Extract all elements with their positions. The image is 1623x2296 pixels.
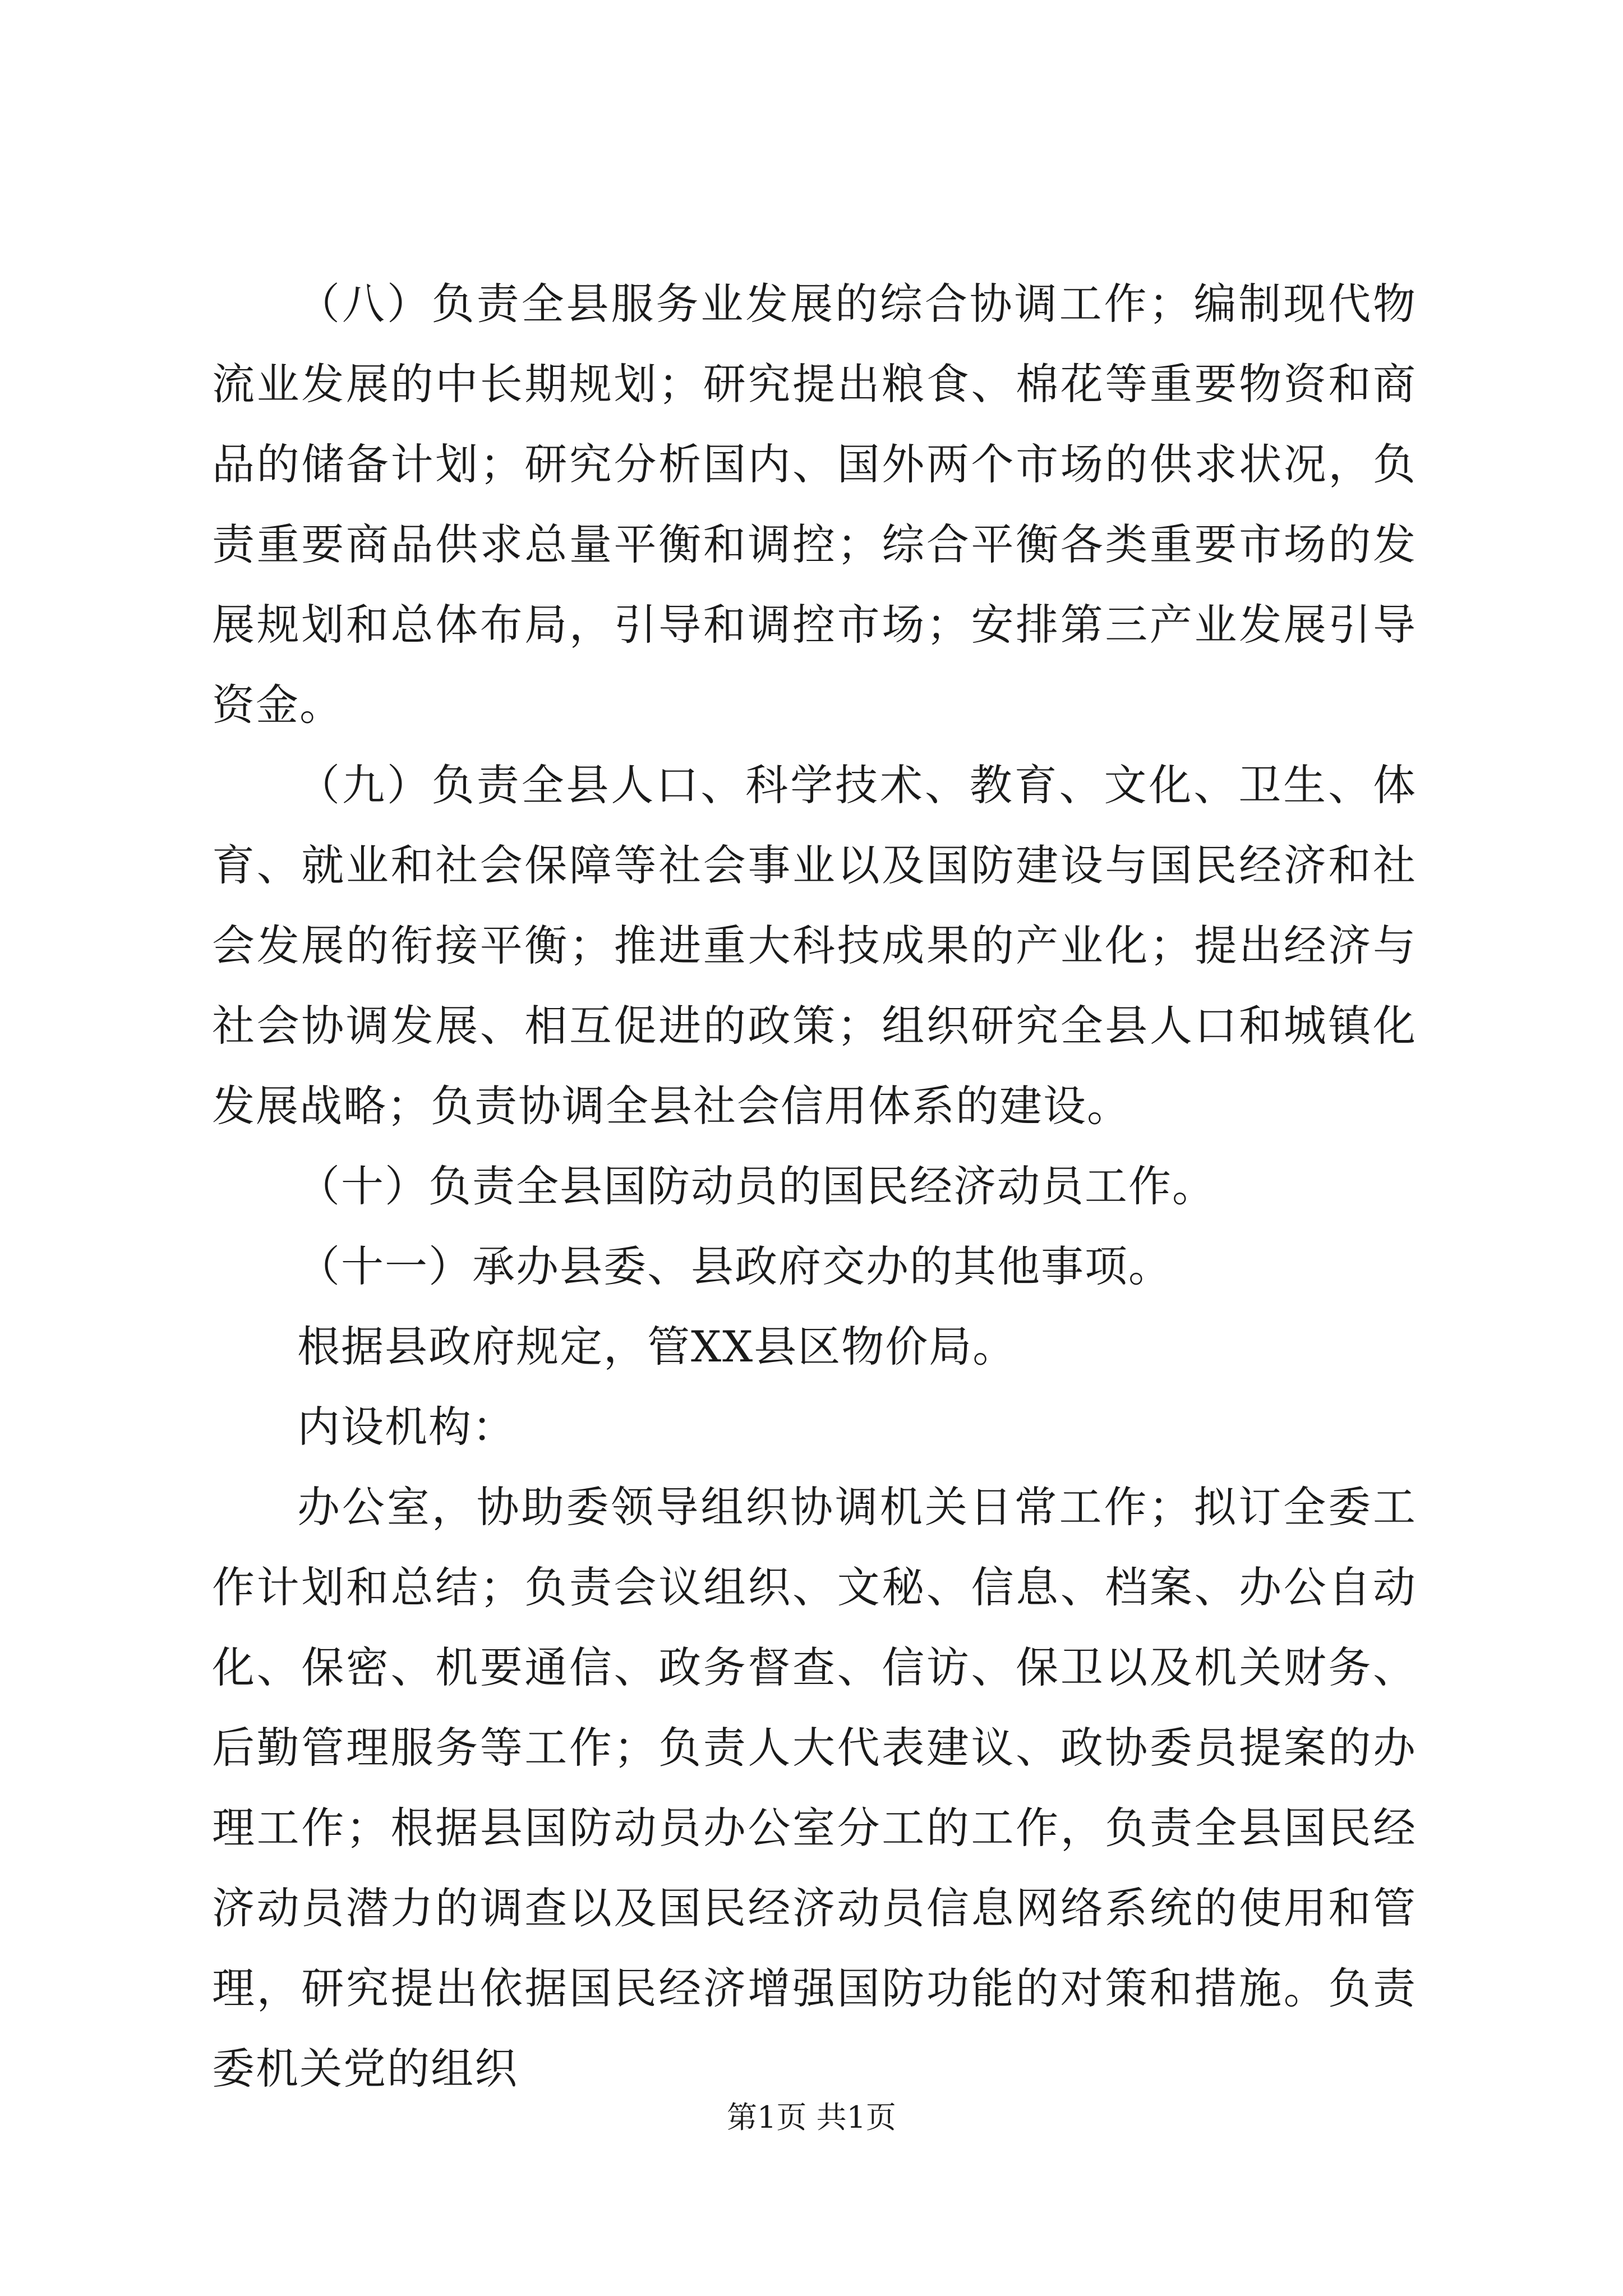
document-body — [212, 264, 1417, 2109]
paragraph-11: （十一）承办县委、县政府交办的其他事项。 — [297, 1241, 1172, 1291]
paragraph-price-bureau: 根据县政府规定，管XX县区物价局。 — [297, 1322, 1017, 1372]
paragraph-9: （九）负责全县人口、科学技术、教育、文化、卫生、体育、就业和社会保障等社会事业以及国防建设与国民经济和社会发展的衔接平衡；推进重大科技成果的产业化；提出经济与社会协调发展、相互促进的政策；组织研究全县人口和城镇化发展战略；负责协调全县社会信用体系的建设。 — [212, 760, 1417, 1131]
paragraph-8: （八）负责全县服务业发展的综合协调工作；编制现代物流业发展的中长期规划；研究提出粮食、棉花等重要物资和商品的储备计划；研究分析国内、国外两个市场的供求状况，负责重要商品供求总量平衡和调控；综合平衡各类重要市场的发展规划和总体布局，引导和调控市场；安排第三产业发展引导资金。 — [212, 279, 1417, 730]
paragraph-10: （十）负责全县国防动员的国民经济动员工作。 — [297, 1161, 1216, 1211]
paragraph-internal-organs-heading: 内设机构： — [297, 1402, 516, 1452]
page-footer: 第1页 共1页 — [727, 2100, 896, 2135]
paragraph-office: 办公室，协助委领导组织协调机关日常工作；拟订全委工作计划和总结；负责会议组织、文秘、信息、档案、办公自动化、保密、机要通信、政务督查、信访、保卫以及机关财务、后勤管理服务等工作；负责人大代表建议、政协委员提案的办理工作；根据县国防动员办公室分工的工作，负责全县国民经济动员潜力的调查以及国民经济动员信息网络系统的使用和管理，研究提出依据国民经济增强国防功能的对策和措施。负责委机关党的组织 — [212, 1482, 1417, 2093]
